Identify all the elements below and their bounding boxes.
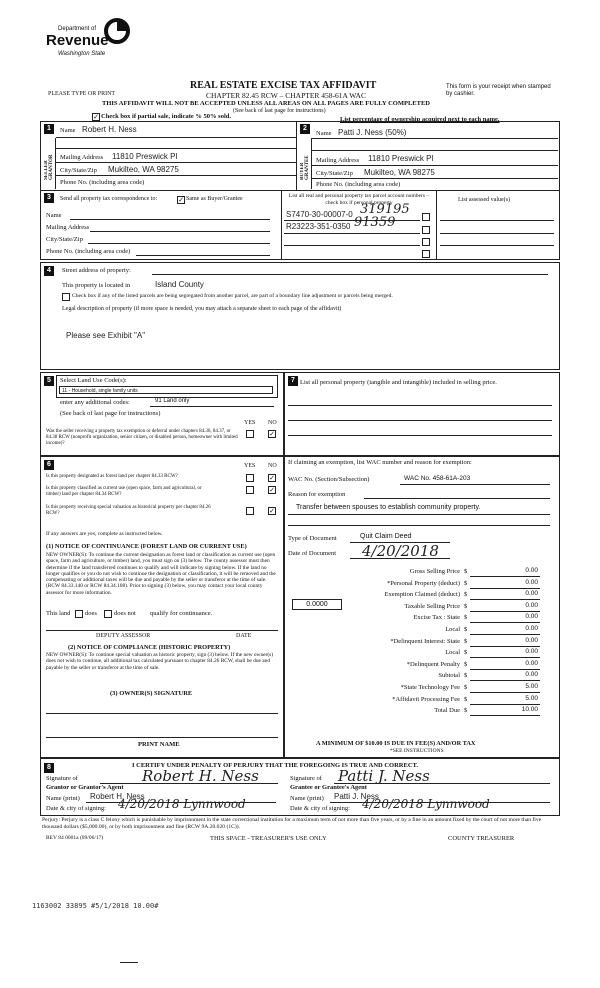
fee-value-12: 10.00 (521, 706, 538, 713)
section-4-number: 4 (44, 266, 54, 276)
section-4-box (40, 262, 560, 370)
buyer-city-label: City/State/Zip (316, 170, 353, 177)
fee-line-9 (470, 680, 540, 681)
parcel-2-hand: 91359 (354, 215, 396, 230)
wac-label: WAC No. (Section/Subsection) (288, 476, 370, 483)
parcel-3-checkbox[interactable] (422, 238, 430, 246)
seller-city: Mukilteo, WA 98275 (108, 165, 179, 174)
s5-yes-checkbox[interactable] (246, 430, 254, 438)
receipt-note: This form is your receipt when stamped by cashier. (446, 84, 551, 97)
warning-line: THIS AFFIDAVIT WILL NOT BE ACCEPTED UNLESS ALL AREAS ON ALL PAGES ARE FULLY COMPLETED (102, 100, 430, 107)
fee-dollar-3: $ (464, 603, 468, 610)
fee-dollar-1: $ (464, 580, 468, 587)
buyer-name: Patti J. Ness (50%) (338, 128, 407, 137)
fee-line-5 (470, 634, 540, 635)
fee-line-3 (470, 611, 540, 612)
qualify-label: qualify for continuance. (150, 610, 213, 617)
fee-label-2: Exemption Claimed (deduct) (384, 591, 460, 598)
fee-label-8: *Delinquent Penalty (406, 661, 460, 668)
partial-sale-label: Check box if partial sale, indicate % 50% sold. (101, 113, 232, 120)
wac-value: WAC No. 458-61A-203 (404, 475, 471, 482)
parcel-2: R23223-351-0350 (286, 222, 351, 231)
buyer-city: Mukilteo, WA 98275 (364, 168, 435, 177)
does-label: does (85, 610, 97, 617)
fee-dollar-10: $ (464, 684, 468, 691)
form-title: REAL ESTATE EXCISE TAX AFFIDAVIT (190, 80, 377, 91)
grantee-signature: Patti J. Ness (338, 767, 430, 785)
cashier-stamp: 1163002 33895 #5/1/2018 10.00# (32, 902, 159, 910)
land-use-code: 11 - Household, single family units (59, 386, 273, 394)
doc-date-label: Date of Document (288, 550, 337, 557)
fee-value-1: 0.00 (525, 579, 538, 586)
does-checkbox[interactable] (75, 610, 83, 618)
notice1-title: (1) NOTICE OF CONTINUANCE (FOREST LAND OR CURRENT USE) (46, 543, 247, 550)
certify-line: I CERTIFY UNDER PENALTY OF PERJURY THAT THE FOREGOING IS TRUE AND CORRECT. (132, 762, 419, 769)
fee-dollar-7: $ (464, 649, 468, 656)
fee-value-10: 5.00 (525, 683, 538, 690)
perjury-note: Perjury: Perjury is a class C felony which is punishable by imprisonment in the state correctional institution for a maximum term of not more than five years, or by a fine in an amount fixed by the court of not more than five thousand dollars ($5,000.00), or by both imprisonment and fine (RCW 9A.20.020 (1C)). (42, 817, 542, 830)
s5-yes: YES (244, 420, 256, 426)
legal-value: Please see Exhibit "A" (66, 331, 146, 340)
form-chapter: CHAPTER 82.45 RCW – CHAPTER 458-61A WAC (206, 91, 366, 100)
parcel-1-checkbox[interactable] (422, 213, 430, 221)
fee-value-5: 0.00 (525, 625, 538, 632)
segregated-label: Check box if any of the listed parcels are being segregated from another parcel, are part of a boundary line adjustment or parcels being merged. (72, 293, 393, 299)
grantor-agent-label: Grantor or Grantor's Agent (46, 784, 124, 791)
buyer-mailing-label: Mailing Address (316, 157, 360, 164)
fee-line-0 (470, 576, 540, 577)
section-7-number: 7 (288, 376, 298, 386)
s6-q1: Is this property designated as forest land per chapter 84.33 RCW? (46, 474, 178, 479)
fee-value-9: 0.00 (525, 671, 538, 678)
fee-line-7 (470, 657, 540, 658)
segregated-checkbox[interactable] (62, 293, 70, 301)
parcel-1: S7470-30-00007-0 (286, 210, 353, 219)
accounts-header: List all real and personal property tax parcel account numbers – check box if personal property (288, 193, 430, 206)
same-as-buyer-label: Same as Buyer/Grantee (186, 196, 243, 202)
fee-dollar-2: $ (464, 591, 468, 598)
s6-q3-yes[interactable] (246, 507, 254, 515)
section-5-number: 5 (44, 376, 54, 386)
local-rate: 0.0000 (292, 599, 342, 610)
grantor-sig-label: Signature of (46, 775, 78, 782)
fee-line-6 (470, 646, 540, 647)
print-name-label: PRINT NAME (138, 741, 180, 748)
fee-dollar-12: $ (464, 707, 468, 714)
seller-name: Robert H. Ness (82, 125, 137, 134)
s6-q1-no[interactable]: ✓ (269, 474, 275, 482)
fee-line-10 (470, 692, 540, 693)
treasurer-space: THIS SPACE - TREASURER'S USE ONLY (210, 835, 327, 842)
s5-no-checkbox[interactable]: ✓ (269, 430, 275, 438)
grantor-name: Robert H. Ness (90, 792, 145, 801)
s5-exemption-question: Was the seller receiving a property tax exemption or deferral under chapters 84.36, 84.37, or 84.38 RCW (nonprofit organization, senior citizen, or disabled person, homeowner with limited income)? (46, 429, 238, 446)
fee-value-4: 0.00 (525, 613, 538, 620)
section-2-number: 2 (300, 124, 310, 134)
s3-city-label: City/State/Zip (46, 236, 83, 243)
fee-label-11: *Affidavit Processing Fee (392, 696, 460, 703)
buyer-side-label: BUYER GRANTEE (300, 155, 310, 180)
fee-label-6: *Delinquent Interest: State (390, 638, 460, 645)
fee-value-2: 0.00 (525, 590, 538, 597)
fee-dollar-8: $ (464, 661, 468, 668)
located-label: This property is located in (62, 282, 131, 289)
grantee-name: Patti J. Ness (334, 792, 379, 801)
county: Island County (155, 280, 204, 289)
revenue-logo (44, 18, 134, 64)
seller-side-label: SELLER GRANTOR (44, 154, 54, 180)
s6-if-yes: If any answers are yes, complete as instructed below. (46, 531, 163, 537)
grantee-date: 4/20/2018 Lynnwood (362, 797, 490, 811)
fee-label-12: Total Due (434, 707, 460, 714)
fee-label-9: Subtotal (438, 672, 460, 679)
parcel-4-checkbox[interactable] (422, 250, 430, 258)
assessed-header: List assessed value(s) (458, 197, 510, 203)
s6-no: NO (268, 463, 277, 469)
deputy-assessor: DEPUTY ASSESSOR (96, 633, 151, 639)
deputy-date: DATE (236, 633, 252, 639)
s6-yes: YES (244, 463, 256, 469)
fee-label-0: Gross Selling Price (409, 568, 460, 575)
fee-line-8 (470, 669, 540, 670)
section-6-number: 6 (44, 460, 54, 470)
seller-phone-label: Phone No. (including area code) (60, 179, 145, 186)
select-land-use-label: Select Land Use Code(s): (60, 377, 127, 384)
s5-no: NO (268, 420, 277, 426)
s3-phone-label: Phone No. (including area code) (46, 248, 131, 255)
fee-value-0: 0.00 (525, 567, 538, 574)
fee-label-4: Excise Tax : State (413, 614, 460, 621)
notice2-title: (2) NOTICE OF COMPLIANCE (HISTORIC PROPERTY) (68, 644, 231, 651)
section-8-number: 8 (44, 763, 54, 773)
s6-q1-yes[interactable] (246, 474, 254, 482)
s6-q3: Is this property receiving special valuation as historical property per chapter 84.26 RCW? (46, 505, 211, 516)
fee-label-7: Local (445, 649, 460, 656)
reason-value: Transfer between spouses to establish community property. (296, 504, 481, 511)
legal-label: Legal description of property (if more space is needed, you may attach a separate sheet to each page of the affidavit) (62, 306, 342, 312)
see-instr: *SEE INSTRUCTIONS (390, 748, 444, 754)
grantee-name-label: Name (print) (290, 795, 324, 802)
dept-top: Department of (58, 26, 97, 32)
s3-mailing-label: Mailing Address (46, 224, 90, 231)
fee-dollar-5: $ (464, 626, 468, 633)
see-back-top: (See back of last page for instructions) (233, 108, 326, 114)
please-type: PLEASE TYPE OR PRINT (48, 91, 116, 97)
doc-type: Quit Claim Deed (360, 533, 412, 540)
list-pct-label: List percentage of ownership acquired next to each name. (340, 116, 500, 123)
doc-type-label: Type of Document (288, 535, 337, 542)
fee-line-12 (470, 715, 540, 716)
buyer-name-label: Name (316, 130, 332, 137)
buyer-mailing: 11810 Preswick Pl (368, 154, 434, 163)
county-treasurer: COUNTY TREASURER (448, 835, 515, 842)
fee-line-1 (470, 588, 540, 589)
seller-mailing-label: Mailing Address (60, 154, 104, 161)
exemption-header: If claiming an exemption, list WAC number and reason for exemption: (288, 459, 472, 466)
s3-name-label: Name (46, 212, 62, 219)
section-3-number: 3 (44, 193, 54, 203)
partial-sale-checkbox[interactable]: ✓ (93, 113, 99, 121)
does-not-checkbox[interactable] (104, 610, 112, 618)
notice1-body: NEW OWNER(S): To continue the current designation as forest land or classification as current use (open space, farm and agriculture, or timber) land, you must sign on (3) below. The county assessor must then determine if the land transferred continues to qualify and will indicate by signing below. If the land no longer qualifies or you do not wish to continue the designation or classification, it will be removed and the compensating or additional taxes will be due and payable by the seller or transferor at the time of sale. (RCW 84.33.140 or RCW 84.34.108). Prior to signing (3) below, you may contact your local county assessor for more information. (46, 552, 276, 596)
fee-value-6: 0.00 (525, 637, 538, 644)
parcel-1-hand: 319195 (360, 202, 410, 217)
fee-line-2 (470, 599, 540, 600)
fee-value-11: 5.00 (525, 695, 538, 702)
s6-q2-yes[interactable] (246, 486, 254, 494)
dept-state: Washington State (58, 51, 106, 57)
street-address-label: Street address of property: (62, 267, 131, 274)
doc-date: 4/20/2018 (362, 542, 439, 560)
grantor-name-label: Name (print) (46, 795, 80, 802)
grantor-date: 4/20/2018 Lynnwood (118, 797, 246, 811)
fee-dollar-0: $ (464, 568, 468, 575)
seller-city-label: City/State/Zip (60, 167, 97, 174)
form-rev: REV 84 0001a (09/06/17) (46, 835, 104, 841)
fee-value-8: 0.00 (525, 660, 538, 667)
grantor-signature: Robert H. Ness (142, 767, 259, 785)
s6-q2: Is this property classified as current use (open space, farm and agricultural, or timber) land per chapter 84.34 RCW? (46, 486, 202, 497)
does-not-label: does not (114, 610, 136, 617)
fee-dollar-4: $ (464, 614, 468, 621)
owner-sig-label: (3) OWNER(S) SIGNATURE (110, 690, 193, 697)
fee-line-11 (470, 704, 540, 705)
parcel-2-checkbox[interactable] (422, 226, 430, 234)
s5-see-back: (See back of last page for instructions) (60, 410, 161, 417)
buyer-phone-label: Phone No. (including area code) (316, 181, 401, 188)
seller-mailing: 11810 Preswick Pl (112, 152, 178, 161)
fee-value-3: 0.00 (525, 602, 538, 609)
same-as-buyer-checkbox[interactable]: ✓ (178, 196, 184, 204)
send-tax-label: Send all property tax correspondence to: (60, 196, 158, 202)
reason-label: Reason for exemption (288, 491, 346, 498)
fee-dollar-6: $ (464, 638, 468, 645)
fee-label-3: Taxable Selling Price (404, 603, 460, 610)
fee-dollar-9: $ (464, 672, 468, 679)
grantee-sig-label: Signature of (290, 775, 322, 782)
grantee-agent-label: Grantee or Grantee's Agent (290, 784, 367, 791)
minimum-note: A MINIMUM OF $10.00 IS DUE IN FEE(S) AND/OR TAX (316, 740, 476, 747)
notice2-body: NEW OWNER(S): To continue special valuation as historic property, sign (3) below. If the new owner(s) does not wish to continue, all additional tax calculated pursuant to chapter 84.26 RCW, shall be due and payable by the seller or transferor at the time of sale. (46, 652, 274, 671)
s6-q2-no[interactable]: ✓ (269, 486, 275, 494)
fee-dollar-11: $ (464, 696, 468, 703)
s6-q3-no[interactable]: ✓ (269, 507, 275, 515)
fee-line-4 (470, 622, 540, 623)
this-land-label: This land (46, 610, 71, 617)
dept-name: Revenue (46, 32, 109, 49)
grantee-date-label: Date & city of signing: (290, 805, 350, 812)
fee-value-7: 0.00 (525, 648, 538, 655)
seller-name-label: Name (60, 127, 76, 134)
fee-label-10: *State Technology Fee (400, 684, 460, 691)
fee-label-5: Local (445, 626, 460, 633)
section-1-number: 1 (44, 124, 54, 134)
additional-codes: 91 Land only (155, 398, 190, 404)
grantor-date-label: Date & city of signing: (46, 805, 106, 812)
land-use-select[interactable] (56, 375, 278, 398)
additional-codes-label: enter any additional codes: (60, 399, 130, 406)
fee-label-1: *Personal Property (deduct) (387, 580, 460, 587)
personal-property-label: List all personal property (tangible and intangible) included in selling price. (300, 379, 497, 386)
